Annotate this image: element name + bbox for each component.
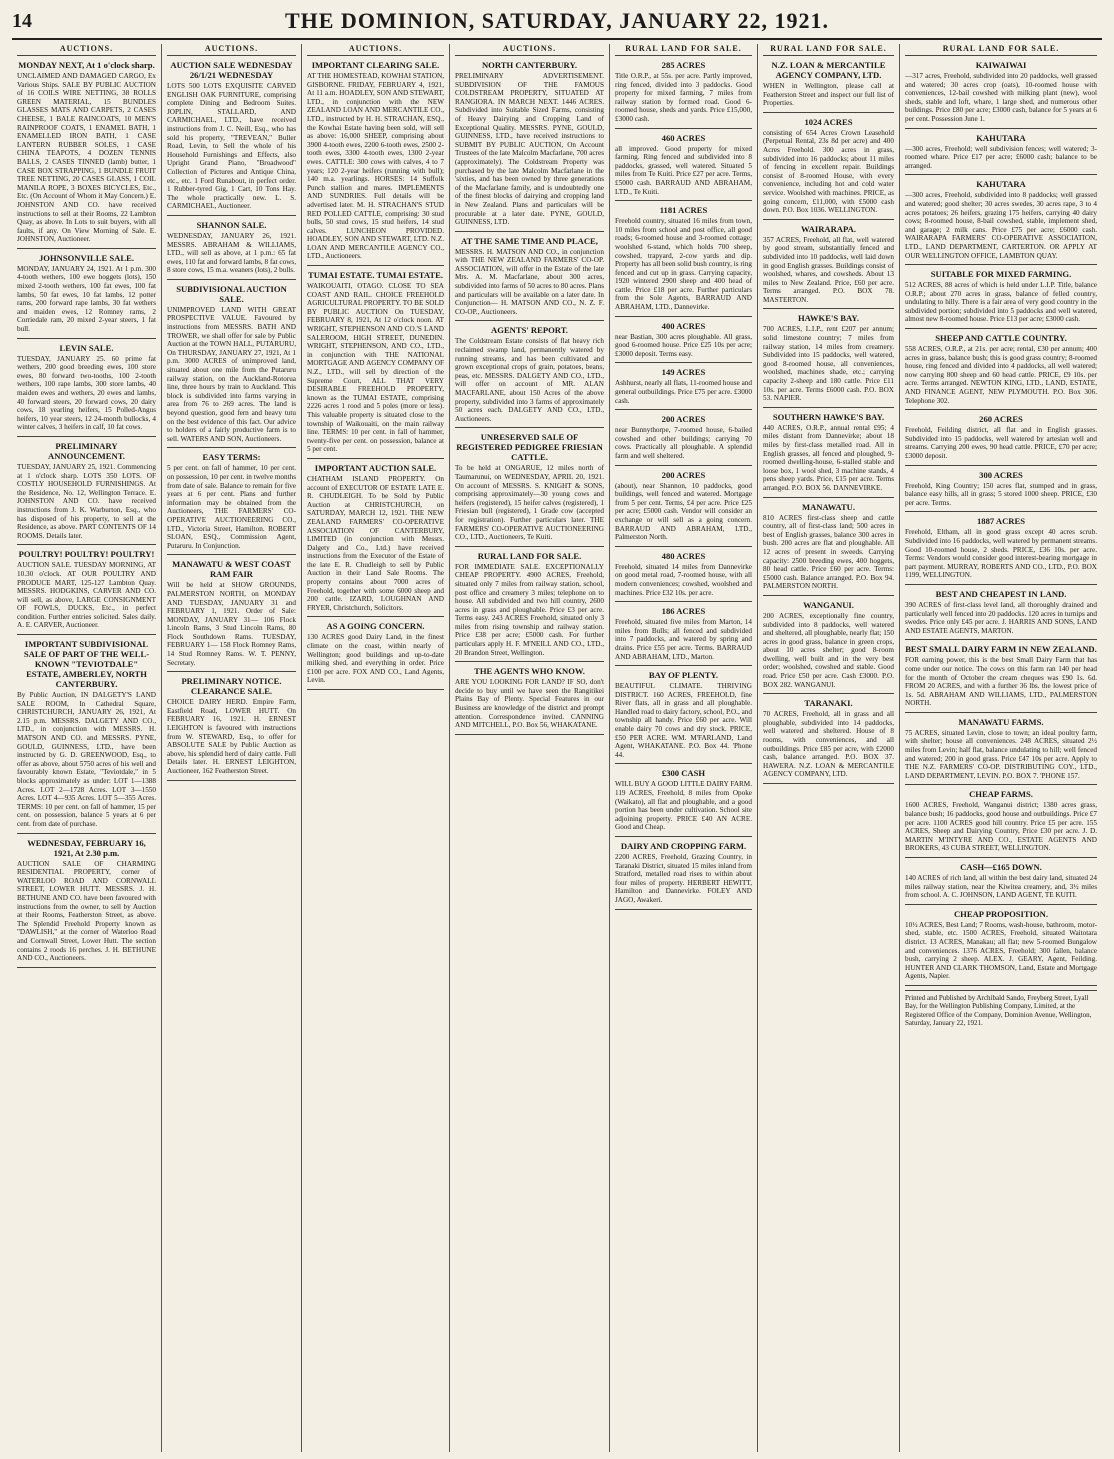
ad-title: EASY TERMS:	[202, 452, 261, 463]
ad-body: near Bunnythorpe, 7-roomed house, 6-bailed cowshed and other buildings; carrying 70 cows. Practically all ploughable. A splendid farm and well sheltered.	[615, 426, 752, 460]
ad-title: MONDAY NEXT, At 1 o'clock sharp.	[18, 60, 155, 70]
ad-body: AT THE HOMESTEAD, KOWHAI STATION, GISBORNE. FRIDAY, FEBRUARY 4, 1921, At 11 a.m. HOADLEY, SON AND STEWART, LTD., in conjunction with the NEW ZEALAND LOAN AND MERCANTILE CO., LTD., instructed by H. H. STRACHAN, ESQ., the Kowhai Estate having been sold, will sell as above: 16,000 SHEEP, comprising about 3900 4-tooth ewes, 2200 6-tooth ewes, 2500 2-tooth ewes, 3300 4-tooth ewes, 1300 2-year ewes. CATTLE: 300 cows with calves, 4 to 7 years; 120 2-year heifers (running with bull); 140 m.a. yearlings. HORSES: 14 Suffolk Punch stallion and mares. IMPLEMENTS AND SUNDRIES. Full details will be advertised later. M. H. STRACHAN'S STUD RED POLLED CATTLE, comprising: 30 stud bulls, 50 stud cows, 15 stud heifers, 14 stud calves. LUNCHEON PROVIDED. HOADLEY, SON AND STEWART, LTD. N.Z. LOAN AND MERCANTILE AGENCY CO., LTD., Auctioneers.	[307, 72, 444, 261]
masthead	[12, 8, 1102, 40]
classified-ad	[455, 432, 604, 541]
ad-title: 1024 ACRES	[804, 116, 853, 127]
ad-divider	[763, 497, 894, 498]
classified-ad	[763, 412, 894, 493]
ad-title: DAIRY AND CROPPING FARM.	[620, 841, 747, 851]
ad-divider	[905, 712, 1097, 713]
ad-body: 700 ACRES, L.I.P., rent £207 per annum; solid limestone country; 7 miles from railway station, 14 miles from creamery. Subdivided into 15 paddocks, well watered, good 8-roomed house, all conveniences, woolshed, machines shade, etc.; carrying capacity 2-sheep and 180 cattle. Price £11 10s. per acre. Terms £6000 cash. P.O. BOX 53. NAPIER.	[763, 325, 894, 403]
ad-divider	[307, 689, 444, 690]
ad-title: 300 ACRES	[979, 469, 1023, 480]
ad-body: Will be held at SHOW GROUNDS, PALMERSTON NORTH, on MONDAY AND TUESDAY, JANUARY 31 and FEBRUARY 1, 1921. Order of Sale: MONDAY, JANUARY 31— 106 Flock Lincoln Rams, 3 Stud Lincoln Rams, 80 Flock Southdown Rams. TUESDAY, FEBRUARY 1— 158 Flock Romney Rams, 14 Stud Romney Rams. W. T. PENNY, Secretary.	[167, 581, 296, 667]
ad-divider	[17, 436, 156, 437]
ad-title: SOUTHERN HAWKE'S BAY.	[772, 411, 885, 422]
ad-divider	[615, 362, 752, 363]
column-6	[758, 44, 900, 1452]
classified-ad	[615, 367, 752, 405]
ad-divider	[455, 320, 604, 321]
classified-ad	[307, 621, 444, 685]
classified-ad	[905, 717, 1097, 781]
column-4	[450, 44, 610, 1452]
classified-ad	[763, 313, 894, 402]
ad-divider	[17, 833, 156, 834]
ad-divider	[17, 248, 156, 249]
ad-body: UNIMPROVED LAND WITH GREAT PROSPECTIVE VALUE. Favoured by instructions from MESSRS. BATH AND TROWER, we shall offer for sale by Public Auction at the TOWN HALL, PUTARURU, On THURSDAY, JANUARY 27, 1921, At 1 p.m. 3000 ACRES of unimproved land, situated about one mile from the Putaruru railway station, on the Auckland-Rotorua line, three hours by train to Auckland. This block is subdivided into farms varying in area from 76 to 269 acres. The land is beyond question, good fern and heavy tutu on the best evidence of this fact. Our advice to holders of a fairly productive farm is to sell. WATERS AND SON, Auctioneers.	[167, 305, 296, 443]
ad-title: SUBDIVISIONAL AUCTION SALE.	[176, 283, 287, 304]
classified-ad	[615, 470, 752, 542]
ad-divider	[615, 316, 752, 317]
classified-ad	[167, 676, 296, 775]
column-7	[900, 44, 1102, 1452]
classified-ad	[615, 414, 752, 460]
ad-title: 1887 ACRES	[977, 516, 1025, 527]
classified-ad	[905, 644, 1097, 708]
ad-body: 810 ACRES first-class sheep and cattle country, all of first-class land; 500 acres in best of English grasses, balance 300 acres in bush. 200 acres are flat and ploughable. All 12 acres of present in sweeds. Carrying capacity: 2500 breeding ewes, 400 hoggets, 80 head cattle. Price £60 per acre. Terms: £5000 cash. Balance arranged. P.O. Box 94. PALMERSTON NORTH.	[763, 513, 894, 591]
classified-ad	[17, 838, 156, 963]
ad-divider	[307, 616, 444, 617]
classified-ad	[167, 220, 296, 275]
classified-ad	[905, 470, 1097, 508]
newspaper-title: THE DOMINION, SATURDAY, JANUARY 22, 1921.	[284, 8, 830, 33]
ad-divider	[905, 784, 1097, 785]
ad-title: 400 ACRES	[661, 320, 706, 331]
ad-body: FOR earning power, this is the best Small Dairy Farm that has come under our notice. The cows on this farm ran 140 per head for the month of October the cream cheques was £90 1s. 6d. FROM 20 ACRES, and with a further 36 lbs. the lowest price of 1s. 5d. ABRAHAM AND WILLIAMS, LTD., PALMERSTON NORTH.	[905, 656, 1097, 708]
ad-body: 1600 ACRES, Freehold, Wanganui district; 1380 acres grass, balance bush; 16 paddocks, good house and outbuildings. Price £7 per acre. 1100 ACRES good hill country. Price £5 per acre. 155 ACRES, Sheep and Dairying Country, Price £30 per acre. J. D. MARTIN M'INTYRE AND CO., ESTATE AGENTS AND BROKERS, 43 CUBA STREET, WELLINGTON.	[905, 801, 1097, 853]
ad-divider	[455, 661, 604, 662]
ad-divider	[763, 112, 894, 113]
ad-title: MANAWATU FARMS.	[958, 716, 1044, 727]
ad-body: 390 ACRES of first-class level land, all thoroughly drained and particularly well fenced into 20 paddocks. 120 acres in turnips and swedes. Price only £45 per acre. J. HARRIS AND SONS, LAND AND ESTATE AGENTS, MARTON.	[905, 600, 1097, 635]
column-header: AUCTIONS.	[307, 44, 444, 56]
classified-ad	[763, 600, 894, 689]
ad-body: UNCLAIMED AND DAMAGED CARGO, Ex Various Ships. SALE BY PUBLIC AUCTION of 16 COILS WIRE NETTING, 38 ROLLS GREEN MATERIAL, 15 BUNDLES GLASSES MATS AND CARPETS, 2 CASES CHEESE, 1 BALE RAINCOATS, 10 MEN'S RAINPROOF COATS, 1 ENAMEL BATH, 1 ENAMELLED IRON BATH, 1 CASE LANTERN RUBBER SOLES, 1 CASE CHINA TEAPOTS, 4 DOZEN TENNIS BALLS, 2 CASES TINNED (lamb) butter, 1 CASE BOX STRAPPING, 1 BUNDLE FRUIT TREE NETTING, 20 CASES GLASS, 1 COIL MANILA ROPE, 3 BOXES BICYCLES, Etc., Etc. (On Account of Whom it May Concern.) E. JOHNSTON AND CO. have received instructions to sell at their Rooms, 22 Lambton Quay, as above. In Lots to suit buyers, with all faults, if any. On View Morning of Sale. E. JOHNSTON, Auctioneer.	[17, 72, 156, 244]
ad-divider	[615, 665, 752, 666]
classified-ad	[17, 639, 156, 829]
classified-ad	[905, 909, 1097, 981]
ad-divider	[307, 265, 444, 266]
ad-title: KAHUTARA	[976, 179, 1026, 190]
classified-ad	[17, 60, 156, 244]
ad-body: 75 ACRES, situated Levin, close to town; an ideal poultry farm, with shelter; house all conveniences. 248 ACRES, situated 2½ miles from Levin; half flat, balance undulating to hill; well fenced and watered; 200 in good grass. Price £47 10s per acre. Apply to THE N.Z. FARMERS' CO-OP. DISTRIBUTING COY., LTD., LAND DEPARTMENT, LEVIN. P.O. BOX 7. 'PHONE 157.	[905, 728, 1097, 780]
ad-divider	[615, 909, 752, 910]
ad-body: 130 ACRES good Dairy Land, in the finest climate on the coast, within nearly of Wellington; good buildings and up-to-date milking shed, and everything in order. Price £100 per acre. FOX AND CO., Land Agents, Levin.	[307, 633, 444, 685]
classified-ad	[307, 270, 444, 454]
ad-body: 200 ACRES, exceptionally fine country, subdivided into 8 paddocks, well watered and sheltered, all ploughable, nearly flat; 150 acres in good grass, balance in green crops, about 10 acres shelter; good 8-room dwelling, well built and in the very best order; woolshed, cowshed and stable. Good road. Price £50 per acre. Cash £3000. P.O. BOX 282. WANGANUI.	[763, 611, 894, 689]
ad-body: Freehold, situated 14 miles from Dannevirke on good metal road, 7-roomed house, with all modern conveniences; cowshed, woolshed and machines. Price £32 10s. per acre.	[615, 562, 752, 597]
ad-title: THE AGENTS WHO KNOW.	[474, 666, 585, 677]
ad-divider	[615, 601, 752, 602]
ad-body: —300 acres, Freehold, subdivided into 8 paddocks; well grassed and watered; good shelter; 30 acres swedes, 30 acres rape, 3 to 4 acres potatoes; 26 heifers, grazing 175 heifers, carrying 40 dairy cows; 8-roomed house, 8-bail cowshed, stable, implement shed, and garage; 2 milk cans. Price £75 per acre; £6000 cash. WAIRARAPA FARMERS' CO-OPERATIVE ASSOCIATION, LTD., LAND DEPARTMENT, CARTERTON. OR APPLY AT OUR WELLINGTON OFFICE, LAMBTON QUAY.	[905, 191, 1097, 260]
ad-divider	[167, 447, 296, 448]
ad-divider	[167, 780, 296, 781]
classified-ad	[615, 205, 752, 312]
ad-body: TUESDAY, JANUARY 25, 1921. Commencing at 1 o'clock sharp. LOTS 350 LOTS. OF COSTLY HOUSEHOLD FURNISHINGS. At the Residence, No. 12, Wellington Terrace. E. JOHNSTON AND CO. have received instructions from J. K. Warburton, Esq., who has disposed of his property, to sell at the Residence, as above. PART CONTENTS OF 14 ROOMS. Details later.	[17, 462, 156, 540]
classified-ad	[905, 589, 1097, 635]
ad-title: AUCTION SALE WEDNESDAY 26/1/21 WEDNESDAY	[170, 60, 293, 80]
ad-body: consisting of 654 Acres Crown Leasehold (Perpetual Rental, 23s 8d per acre) and 400 Acres Freehold. 300 acres in grass, subdivided into 16 paddocks; about 11 miles of fencing in excellent repair. Buildings consist of 8-roomed House, with every convenience, including hot and cold water service. Woolshed with machines. PRICE, as going concern, £11,000, with £5000 cash down. P.O. Box 1036. WELLINGTON.	[763, 128, 894, 215]
ad-body: (about), near Shannon, 10 paddocks, good buildings, well fenced and watered. Mortgage from 5 per cent. Terms, £4 per acre. Price £25 per acre; £5000 cash. Vendor will consider an exchange or will sell as a going concern. BARRAUD AND ABRAHAM, LTD., Palmerston North.	[615, 481, 752, 542]
ad-title: NORTH CANTERBURY.	[481, 60, 578, 70]
ad-title: TUMAI ESTATE. TUMAI ESTATE.	[307, 270, 444, 281]
classified-ad	[905, 862, 1097, 900]
ad-divider	[307, 458, 444, 459]
ad-body: By Public Auction, IN DALGETY'S LAND SALE ROOM, In Cathedral Square, CHRISTCHURCH, JANUARY 26, 1921, At 2.15 p.m. MESSRS. DALGETY AND CO., LTD., in conjunction with MESSRS. H. MATSON AND CO. and MESSRS. PYNE, GOULD, GUINNESS, LTD., have been instructed by G. D. GREENWOOD, Esq., to offer as above, about 5750 acres of his well and favourably known Estate, "Teviotdale," in 5 blocks approximately as under: LOT 1—1388 Acres. LOT 2—1728 Acres. LOT 3—1550 Acres. LOT 4—935 Acres. LOT 5—355 Acres. TERMS: 10 per cent. on fall of hammer, 15 per cent. on possession, balance 5 years at 6 per cent. from date of purchase.	[17, 691, 156, 828]
ad-title: WAIRARAPA.	[801, 223, 856, 234]
classified-ad	[455, 551, 604, 658]
ad-divider	[615, 465, 752, 466]
ad-body: —317 acres, Freehold, subdivided into 20 paddocks, well grassed and watered; 30 acres crop (oats), 10-roomed house with conveniences, 12-bail cowshed with milking plant (new), wool sheds, stable and loft, whare, 1 large shed, and numerous other buildings. Price £80 per acre; £3000 cash, balance for 5 years at 6 per cent. Possession June 1.	[905, 72, 1097, 123]
ad-title: POULTRY! POULTRY! POULTRY!	[18, 549, 155, 560]
classified-ad	[763, 502, 894, 591]
ad-body: near Bastian, 300 acres ploughable. All grass, good 6-roomed house. Price £25 10s per acre; £3000 deposit. Terms easy.	[615, 332, 752, 358]
ad-divider	[905, 639, 1097, 640]
column-header: AUCTIONS.	[17, 44, 156, 56]
ad-title: IMPORTANT AUCTION SALE.	[314, 462, 437, 473]
ad-body: TUESDAY, JANUARY 25. 60 prime fat wethers, 200 good breeding ewes, 100 store ewes, 80 forward two-tooths, 100 2-tooth wethers, 100 rape lambs, 300 store lambs, 40 maiden ewes and wethers, 20 ewes and lambs, 40 forward steers, 20 forward cows, 20 dairy cows, 18 yearling heifers, 15 Polled-Angus heifers, 10 year steers, 12 24-month bullocks, 4 winter calves, 3 heifers in calf, 10 fat cows.	[17, 354, 156, 432]
ad-title: N.Z. LOAN & MERCANTILE AGENCY COMPANY, LTD.	[771, 60, 886, 80]
ad-title: MANAWATU & WEST COAST RAM FAIR	[172, 559, 291, 580]
ad-divider	[905, 511, 1097, 512]
ad-divider	[167, 554, 296, 555]
column-5	[610, 44, 758, 1452]
ad-divider	[615, 200, 752, 201]
ad-body: LOTS 500 LOTS EXQUISITE CARVED ENGLISH OAK FURNITURE, comprising complete Dining and Bedroom Suites. JOPLIN, STALLARD, AND CARMICHAEL, LTD., have received instructions from J. C. Neill, Esq., who has sold his property, "TREVEAN," Buller Road, Levin, to Sell the whole of his Household Furnishings and Effects, also Upright Grand Piano, "Broadwood" Collection of Pictures and Antique China, etc., etc. 1 Ford Runabout, in perfect order. 1 Rubber-tyred Gig, 1 Cart, 10 Tons Hay. The whole practically new. L. S. CARMICHAEL, Auctioneer.	[167, 82, 296, 211]
classified-ad	[167, 452, 296, 550]
classified-ad	[615, 551, 752, 597]
classified-ad	[763, 698, 894, 779]
classified-ad	[905, 60, 1097, 124]
ad-title: AGENTS' REPORT.	[491, 325, 568, 336]
ad-body: MONDAY, JANUARY 24, 1921. At 1 p.m. 300 4-tooth wethers, 100 ewe hoggets (lots), 150 mixed 2-tooth wethers, 100 fat ewes, 100 fat lambs, 50 fat ewes, 10 fat lambs, 12 potter rams, 200 forward rape lambs, 30 fat wethers and maiden ewes, 12 Romney rams, 2 Corriedale ram, 20 mixed 2-year steers, 1 fat bull.	[17, 264, 156, 334]
ad-body: Freehold, Feilding district, all flat and in English grasses. Subdivided into 15 paddocks, well watered by artesian well and streams. Carrying 200 ewes, 90 head cattle. PRICE, £70 per acre; £3000 deposit.	[905, 426, 1097, 460]
ad-title: AT THE SAME TIME AND PLACE,	[461, 235, 598, 246]
ad-divider	[167, 671, 296, 672]
ad-body: AUCTION SALE. TUESDAY MORNING, AT 10.30 o'clock. AT OUR POULTRY AND PRODUCE MART, 125-127 Lambton Quay. MESSRS. HODGKINS, CARVER AND CO. will sell, as above, LARGE CONSIGNMENT OF FOWLS, DUCKS, Etc., in perfect condition. Further entries solicited. Sales daily. A. E. CARVER, Auctioneer.	[17, 561, 156, 630]
printer-imprint: Printed and Published by Archibald Sando, Freyberg Street, Lyall Bay, for the Wellington Publishing Company, Limited, at the Registered Office of the Company, Dominion Avenue, Wellington, Saturday, January 22, 1921.	[905, 990, 1097, 1028]
ad-body: Freehold country, situated 16 miles from town, 10 miles from school and post office, all good roads; 6-roomed house and 3-roomed cottage; woolshed 6-stand, which holds 700 sheep, cowshed, trapyard, 2-cow yards and dip. Property has all been solid bush country, is ring fenced and cut up in grass. Carrying capacity, 1920 wintered 2900 sheep and 400 head of cattle. Price £18 per acre. Further particulars from the Sole Agents, BARRAUD AND ABRAHAM, LTD., Dannevirke.	[615, 217, 752, 312]
ad-title: 200 ACRES	[661, 414, 706, 425]
classified-ad	[905, 333, 1097, 405]
ad-divider	[905, 465, 1097, 466]
ad-divider	[763, 693, 894, 694]
ad-divider	[615, 128, 752, 129]
ad-divider	[17, 338, 156, 339]
classified-ad	[615, 606, 752, 661]
ad-body: 10½ ACRES, Best Land; 7 Rooms, wash-house, bathroom, motor-shed, stable, etc. 1500 ACRES, Freehold, situated Waitotara district. 13 ACRES, Manakau; all flat; new 5-roomed Bungalow and conveniences. 1376 ACRES, Freehold; 300 fallen, balance bush, carrying 2 sheep. ALEX. J. GEARY, Agent, Feilding. HUNTER AND CLARK THOMSON, Land, Estate and Mortgage Agents, Napier.	[905, 920, 1097, 981]
classified-ad	[905, 516, 1097, 580]
ad-divider	[17, 634, 156, 635]
classified-ad	[17, 253, 156, 334]
classified-ad	[307, 60, 444, 261]
ad-body: BEAUTIFUL CLIMATE. THRIVING DISTRICT. 160 ACRES, FREEHOLD, fine River flats, all in grass and all ploughable. Handled road to dairy factory, school, P.O., and township all handy. Price £60 per acre. Will enable dairy 70 cows and dry stock. PRICE, £50 PER ACRE. WM. M'FARLAND, Land Agent, WHAKATANE. P.O. Box 44. 'Phone 44.	[615, 682, 752, 759]
ad-title: 186 ACRES	[661, 606, 706, 617]
ad-title: PRELIMINARY ANNOUNCEMENT.	[48, 440, 125, 461]
ad-body: 512 ACRES, 88 acres of which is held under L.I.P. Title, balance O.R.P.; about 270 acres in grass, balance of felled country, undulating to hilly. There is a fair area of very good country in the subdivided portion; subdivided into 5 paddocks and well watered, almost new 8-roomed house. Price £13 per acre; £3000 cash.	[905, 281, 1097, 324]
ad-title: MANAWATU.	[801, 501, 856, 512]
classified-ad	[455, 325, 604, 423]
ad-divider	[763, 219, 894, 220]
classified-ad	[615, 768, 752, 832]
ad-body: WHEN in Wellington, please call at Featherston Street and inspect our full list of Properties.	[763, 82, 894, 108]
classified-ad	[17, 549, 156, 630]
ad-title: SHANNON SALE.	[196, 219, 267, 230]
ad-title: £300 CASH	[661, 768, 706, 779]
ad-body: 558 ACRES, O.R.P., at 21s. per acre; rental, £30 per annum; 400 acres in grass, balance bush; this is good grass country; 8-roomed house, ring fenced and divided into 4 paddocks, all well watered; now carrying 800 sheep and 60 head cattle. PRICE, £9 10s. per acre. Terms arranged. NEWTON KING, LTD., LAND, ESTATE, AND FINANCE AGENT, NEW PLYMOUTH. P.O. Box 306. Telephone 302.	[905, 345, 1097, 405]
ad-divider	[763, 783, 894, 784]
ad-title: 460 ACRES	[661, 132, 706, 143]
page-number: 14	[12, 10, 32, 32]
ad-body: 140 ACRES of rich land, all within the best dairy land, situated 24 miles railway station, near the Kiwitea creamery, and, 3½ miles from school. A. C. JOHNSON, LAND AGENT, TE KUITI.	[905, 874, 1097, 900]
classified-ad	[615, 133, 752, 197]
ad-divider	[455, 734, 604, 735]
ad-title: 1181 ACRES	[659, 205, 708, 216]
column-header: RURAL LAND FOR SALE.	[905, 44, 1097, 56]
ad-body: CHATHAM ISLAND PROPERTY. On account of EXECUTOR OF ESTATE LATE E. R. CHUDLEIGH. To be Sold by Public Auction at CHRISTCHURCH, on SATURDAY, MARCH 12, 1921. THE NEW ZEALAND FARMERS' CO-OPERATIVE ASSOCIATION OF CANTERBURY, LIMITED (in conjunction with Messrs. Dalgety and Co., Ltd.) have received instructions from the Executor of the Estate of the late E. R. Chudleigh to sell by Public Auction in their Land Sale Rooms. The property contains about 7000 acres of Freehold, together with some 6000 sheep and 200 cattle. IZARD, LOUGHNAN AND FRYER, Christchurch, Solicitors.	[307, 474, 444, 612]
ad-title: WEDNESDAY, FEBRUARY 16, 1921, At 2.30 p.m.	[27, 837, 146, 858]
ad-divider	[905, 985, 1097, 986]
ad-divider	[905, 409, 1097, 410]
ad-body: MESSRS. H. MATSON AND CO., in conjunction with THE NEW ZEALAND FARMERS' CO-OP. ASSOCIATION, will offer in the Estate of the late Mrs. A. M. Macfarlane, about 300 acres, subdivided into farms of 50 acres to 80 acres. Plans and particulars will be available on a later date. In Conjunction— H. MATSON AND CO., N. Z. F. CO-OP., Auctioneers.	[455, 247, 604, 316]
ad-title: RURAL LAND FOR SALE.	[477, 550, 582, 561]
ad-title: KAIWAIWAI	[975, 60, 1027, 70]
classified-ad	[615, 60, 752, 124]
column-2	[162, 44, 302, 1452]
ad-title: KAHUTARA	[976, 132, 1026, 143]
classified-ad	[17, 441, 156, 540]
ad-body: 357 ACRES, Freehold, all flat, well watered by good stream, substantially fenced and subdivided into 10 paddocks, well laid down in good English grasses. Buildings consist of woolshed, whares, and cowsheds. About 13 miles to New Zealand. Price, £60 per acre. Terms arranged. P.O. BOX 78. MASTERTON.	[763, 235, 894, 304]
classified-ad	[615, 321, 752, 359]
classified-ad	[763, 60, 894, 108]
classified-ad	[455, 666, 604, 730]
ad-body: WEDNESDAY, JANUARY 26, 1921. MESSRS. ABRAHAM & WILLIAMS, LTD., will sell as above, at 1 p.m.: 65 fat ewes, 110 fat and forward lambs, 8 fat cows, 8 store cows, 15 m.a. weaners (lots), 2 bulls.	[167, 231, 296, 275]
column-3	[302, 44, 450, 1452]
ad-divider	[455, 231, 604, 232]
column-header: RURAL LAND FOR SALE.	[763, 44, 894, 56]
classified-ad	[307, 463, 444, 613]
ad-body: AUCTION SALE OF CHARMING RESIDENTIAL PROPERTY, corner of WATERLOO ROAD AND CORNWALL STREET, LOWER HUTT. MESSRS. J. H. BETHUNE AND CO. have been favoured with instructions from the owner, to sell by Auction at their Rooms, Featherston Street, as above. The Splendid Freehold Property known as "DAWLISH," at the corner of Waterloo Road and Cornwall Street, Lower Hutt. The section contains 2 roods 16 perches. J. H. BETHUNE AND CO., Auctioneers.	[17, 859, 156, 963]
classified-ad	[17, 343, 156, 432]
column-1	[12, 44, 162, 1452]
classified-ad	[905, 414, 1097, 460]
ad-body: PRELIMINARY ADVERTISEMENT. SUBDIVISION OF THE FAMOUS COLDSTREAM PROPERTY, SITUATED AT RANGIORA. IN MARCH NEXT. 1446 ACRES. Subdivided into Suitable Sized Farms, consisting of Heavy Dairying and Cropping Land of Exceptional Quality. MESSRS. PYNE, GOULD, GUINNESS, LTD., have received instructions to SUBMIT BY PUBLIC AUCTION, On Account Trustees of the late Malcolm Macfarlane, 700 acres (approximately). The Coldstream Property was purchased by the late Malcolm Macfarlane in the 'sixties, and has been owned by three generations of the Macfarlane family, and is undoubtedly one of the finest blocks of dairying and cropping land in New Zealand. Plans and particulars will be procurable at a later date. PYNE, GOULD, GUINNESS, LTD.	[455, 72, 604, 227]
ad-title: 285 ACRES	[661, 60, 706, 70]
classified-ad	[455, 236, 604, 317]
ad-divider	[905, 264, 1097, 265]
ad-body: —300 acres, Freehold; well subdivision fences; well watered; 3-roomed whare. Price £17 per acre; £6000 cash; balance to be arranged.	[905, 144, 1097, 170]
ad-title: 149 ACRES	[661, 367, 706, 378]
ad-divider	[455, 546, 604, 547]
ad-divider	[763, 407, 894, 408]
column-header: AUCTIONS.	[455, 44, 604, 56]
classified-ad	[455, 60, 604, 227]
columns-container	[12, 44, 1102, 1452]
ad-body: Freehold, Eltham, all in good grass except 40 acres scrub. Subdivided into 16 paddocks, well watered by permanent streams. Good 10-roomed house, 2 sheds. PRICE, £36 10s. per acre. Terms: Vendors would consider good interest-bearing mortgage in part payment. MURRAY, ROBERTS AND CO., LTD., P.O. BOX 1199, WELLINGTON.	[905, 528, 1097, 580]
ad-divider	[905, 584, 1097, 585]
ad-divider	[17, 967, 156, 968]
ad-title: SHEEP AND CATTLE COUNTRY.	[935, 333, 1067, 344]
ad-divider	[167, 215, 296, 216]
ad-body: Freehold, King Country; 150 acres flat, stumped and in grass, balance easy hills, all in grass; 5 stored 1000 sheep. PRICE, £30 per acre. Terms.	[905, 481, 1097, 507]
ad-title: PRELIMINARY NOTICE. CLEARANCE SALE.	[181, 676, 282, 697]
classified-ad	[905, 179, 1097, 260]
ad-title: SUITABLE FOR MIXED FARMING.	[930, 269, 1072, 280]
ad-divider	[615, 763, 752, 764]
ad-body: The Coldstream Estate consists of flat heavy rich reclaimed swamp land, permanently watered by running streams, and has been cultivated and grown exceptional crops of grain, potatoes, beans, peas, etc. MESSRS. DALGETY AND CO., LTD., will offer on account of MR. ALAN MACFARLANE, about 150 Acres of the above property, subdivided into 3 farms of approximately 50 acres each. DALGETY AND CO., LTD., Auctioneers.	[455, 337, 604, 423]
ad-title: IMPORTANT SUBDIVISIONAL SALE OF PART OF THE WELL-KNOWN "TEVIOTDALE" ESTATE, AMBERLEY, NORTH CANTERBURY.	[23, 639, 150, 690]
ad-divider	[17, 544, 156, 545]
ad-title: IMPORTANT CLEARING SALE.	[311, 60, 440, 70]
ad-title: LEVIN SALE.	[59, 342, 114, 353]
ad-divider	[615, 409, 752, 410]
ad-title: 260 ACRES	[979, 414, 1023, 425]
ad-body: FOR IMMEDIATE SALE. EXCEPTIONALLY CHEAP PROPERTY. 4900 ACRES, Freehold, situated only 7 miles from railway station, school, post office and creamery 3 miles; telephone on to house. All subdivided and two hill country, 2600 acres in grass and ploughable. Price £3 per acre. Terms easy. 243 ACRES Freehold, situated only 3 miles from rising township and railway station. Price £38 per acre; £5000 cash. For further particulars apply H. F. M'NEILL AND CO., LTD., 20 Brandon Street, Wellington.	[455, 562, 604, 657]
ad-body: 5 per cent. on fall of hammer, 10 per cent. on possession, 10 per cent. in twelve months from date of sale. Balance to remain for five years at 6 per cent. Plans and further information may be obtained from the Auctioneers, THE FARMERS' CO-OPERATIVE AUCTIONEERING CO., LTD., Victoria Street, Hamilton. ROBERT SLOAN, ESQ., Commission Agent, Putaruru. In Conjunction.	[167, 464, 296, 550]
ad-body: 440 ACRES, O.R.P., annual rental £95; 4 miles distant from Dannevirke; about 18 miles by first-class metalled road. All in English grasses, all fenced and ploughed, 9-roomed dwelling-house, 6-stalled stable and loose box, 1 wool shed, 3 machine stands, 4 pens sheep yards. Price, £15 per acre. Terms arranged. P.O. BOX 56. DANNEVIRKE.	[763, 423, 894, 492]
column-header: AUCTIONS.	[167, 44, 296, 56]
ad-body: WAIKOUAITI, OTAGO. CLOSE TO SEA COAST AND RAIL. CHOICE FREEHOLD AGRICULTURAL PROPERTY. TO BE SOLD BY PUBLIC AUCTION On TUESDAY, FEBRUARY 8, 1921, At 12 o'clock noon. AT WRIGHT, STEPHENSON AND CO.'S LAND SALEROOM, HIGH STREET, DUNEDIN. WRIGHT, STEPHENSON, AND CO., LTD., in conjunction with THE NATIONAL MORTGAGE AND AGENCY COMPANY OF N.Z., LTD., will sell by direction of the Supreme Court, ALL THAT VERY DESIRABLE FREEHOLD PROPERTY, known as the TUMAI ESTATE, comprising 2226 acres 1 rood and 5 poles (more or less). This valuable property is situated close to the township of Waikouaiti, on the main railway line. TERMS: 10 per cent. in fall of hammer, twenty-five per cent. on possession, balance at 5 per cent.	[307, 282, 444, 454]
classified-ad	[905, 789, 1097, 853]
ad-body: ARE YOU LOOKING FOR LAND? IF SO, don't decide to buy until we have seen the Rangitikei Plains Bay of Plenty. Special Features in our Business are knowledge of the district and prompt attention. Correspondence invited. CANNING AND MITCHELL, P.O. Box 56, WHAKATANE.	[455, 678, 604, 730]
ad-title: CHEAP PROPOSITION.	[953, 908, 1049, 919]
column-header: RURAL LAND FOR SALE.	[615, 44, 752, 56]
ad-title: WANGANUI.	[803, 599, 854, 610]
ad-title: CHEAP FARMS.	[969, 789, 1033, 800]
classified-ad	[615, 841, 752, 905]
ad-title: BAY OF PLENTY.	[648, 670, 719, 681]
ad-divider	[455, 427, 604, 428]
ad-title: 200 ACRES	[661, 469, 706, 480]
classified-ad	[615, 670, 752, 759]
classified-ad	[167, 284, 296, 444]
ad-divider	[905, 904, 1097, 905]
classified-ad	[905, 133, 1097, 171]
ad-title: 480 ACRES	[661, 550, 706, 561]
ad-title: UNRESERVED SALE OF REGISTERED PEDIGREE FRIESIAN CATTLE.	[456, 432, 603, 463]
ad-divider	[905, 128, 1097, 129]
ad-divider	[615, 836, 752, 837]
ad-divider	[167, 279, 296, 280]
ad-body: Freehold, situated five miles from Marton, 14 miles from Bulls; all fenced and subdivided into 7 paddocks, and watered by spring and drains. Price £55 per acre. Terms. BARRAUD AND ABRAHAM, LTD., Marton.	[615, 618, 752, 661]
ad-title: AS A GOING CONCERN.	[326, 621, 425, 632]
classified-ad	[167, 559, 296, 667]
ad-body: Title O.R.P., at 55s. per acre. Partly improved, ring fenced, divided into 3 paddocks. Good property for mixed farming, 7 miles from railway station by formed road. Good 6-roomed house, sheds and yards. Price £15,000, £3000 cash.	[615, 72, 752, 123]
ad-body: WILL BUY A GOOD LITTLE DAIRY FARM. 119 ACRES, Freehold, 8 miles from Opoke (Waikato), all flat and ploughable, and a good portion has been under cultivation. School site adjoining property. PRICE £40 AN ACRE. Good and Cheap.	[615, 780, 752, 832]
ad-body: To be held at ONGARUE, 12 miles north of Taumarunui, on WEDNESDAY, APRIL 20, 1921. On account of MESSRS. S. KNIGHT & SONS, comprising approximately—30 young cows and heifers (registered), 15 heifer calves (registered), 1 Friesian bull (registered), 1 Grade cow (accepted for registration). Further particulars later. THE FARMERS' CO-OPERATIVE AUCTIONEERING CO., LTD., Auctioneers, Te Kuiti.	[455, 464, 604, 542]
classified-ad	[763, 224, 894, 305]
ad-divider	[763, 308, 894, 309]
ad-body: Ashhurst, nearly all flats, 11-roomed house and general outbuildings. Price £75 per acre. £3000 cash.	[615, 379, 752, 405]
ad-body: CHOICE DAIRY HERD. Empire Farm, Eastfield Road, LOWER HUTT. On FEBRUARY 16, 1921. H. ERNEST LEIGHTON is favoured with instructions from W. STEWARD, Esq., to offer for ABSOLUTE SALE by Public Auction as above, his splendid herd of dairy cattle. Full Details later. H. ERNEST LEIGHTON, Auctioneer, 162 Featherston Street.	[167, 698, 296, 775]
ad-title: CASH—£165 DOWN.	[960, 862, 1042, 872]
ad-divider	[905, 857, 1097, 858]
ad-body: 2200 ACRES, Freehold, Grazing Country, in Taranaki District, situated 15 miles inland from Stratford, metalled road rises to within about four miles of property. HERBERT HEWITT, Hamilton and Dannevirke. FOLEY AND JAGO, Awakeri.	[615, 853, 752, 904]
ad-title: TARANAKI.	[804, 698, 853, 709]
ad-title: JOHNSONVILLE SALE.	[38, 252, 135, 263]
ad-body: 70 ACRES, Freehold, all in grass and all ploughable, subdivided into 14 paddocks, well watered and sheltered. House of 8 rooms, with conveniences, and all outbuildings. Price £85 per acre, with £2000 cash, balance arranged. P.O. BOX 37. HAWERA. N.Z. LOAN & MERCANTILE AGENCY COMPANY, LTD.	[763, 710, 894, 779]
classified-ad	[167, 60, 296, 211]
ad-body: all improved. Good property for mixed farming. Ring fenced and subdivided into 8 paddocks, grassed, well watered. Situated 5 miles from Te Kuiti. Price £27 per acre. Terms, £5000 cash. BARRAUD AND ABRAHAM, LTD., Te Kuiti.	[615, 144, 752, 196]
ad-divider	[905, 328, 1097, 329]
ad-title: BEST SMALL DAIRY FARM IN NEW ZEALAND.	[905, 644, 1097, 655]
ad-divider	[615, 546, 752, 547]
ad-title: HAWKE'S BAY.	[798, 313, 859, 324]
ad-divider	[905, 174, 1097, 175]
classified-ad	[763, 117, 894, 215]
ad-divider	[763, 595, 894, 596]
classified-ad	[905, 269, 1097, 324]
ad-title: BEST AND CHEAPEST IN LAND.	[935, 588, 1067, 599]
